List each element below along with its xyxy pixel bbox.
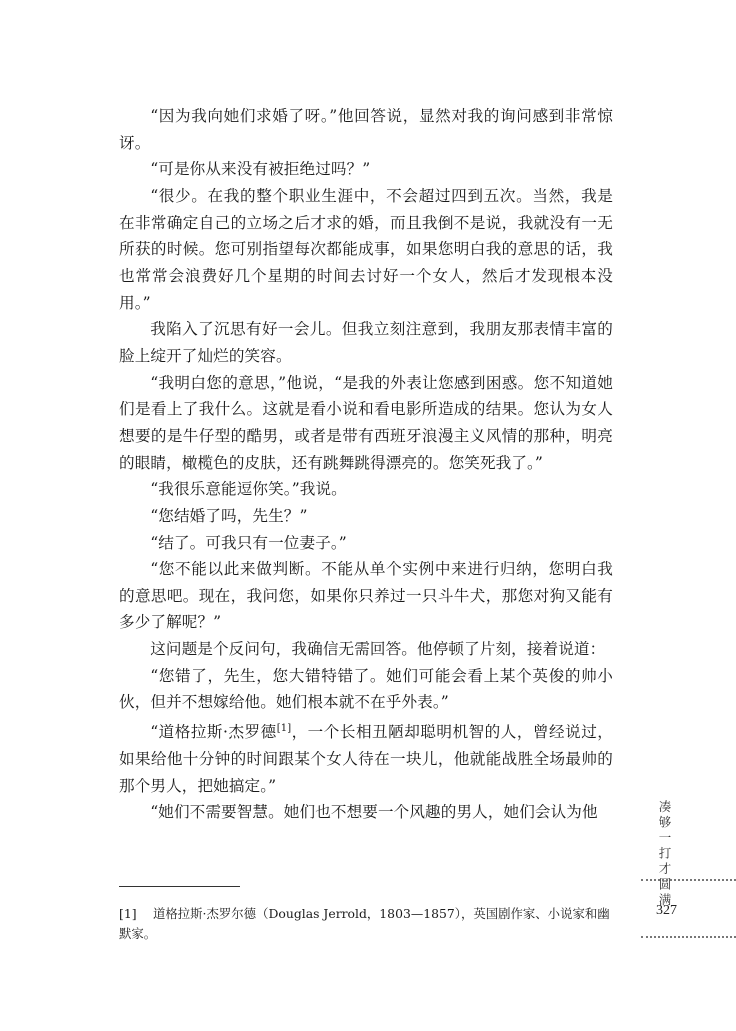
paragraph-with-note <box>119 716 613 799</box>
paragraph: 我陷入了沉思有好一会儿。但我立刻注意到，我朋友那表情丰富的脸上绽开了灿烂的笑容。 <box>119 320 613 365</box>
paragraph: “您结婚了吗，先生？” <box>150 506 308 525</box>
paragraph: “结了。可我只有一位妻子。” <box>150 533 347 552</box>
footnote-marker: [1] <box>119 906 137 921</box>
paragraph: “您错了，先生，您大错特错了。她们可能会看上某个英俊的帅小伙，但并不想嫁给他。她们根本就不在乎外表。” <box>119 666 613 712</box>
paragraph-text: “道格拉斯·杰罗德 <box>150 723 277 742</box>
divider <box>641 879 736 881</box>
page-number: 327 <box>656 903 677 918</box>
paragraph: “可是你从来没有被拒绝过吗？” <box>150 160 371 179</box>
paragraph: 这问题是个反问句，我确信无需回答。他停顿了片刻，接着说道： <box>150 640 606 659</box>
paragraph: “因为我向她们求婚了呀。”他回答说，显然对我的询问感到非常惊讶。 <box>119 107 613 152</box>
divider <box>641 936 736 938</box>
running-title: 凑够一打才圆满 <box>657 800 672 909</box>
paragraph-text: ，一个长相丑陋却聪明机智的人，曾经说过，如果给他十分钟的时间跟某个女人待在一块儿，他就能战胜全场最帅的那个男人，把她搞定。” <box>119 723 613 795</box>
footnote-divider <box>119 886 240 887</box>
paragraph: “很少。在我的整个职业生涯中，不会超过四到五次。当然，我是在非常确定自己的立场之后才求的婚，而且我倒不是说，我就没有一无所获的时候。您可别指望每次都能成事，如果您明白我的意思的话，我也常常会浪费好几个星期的时间去讨好一个女人，然后才发现根本没用。” <box>119 186 613 312</box>
paragraph: “我明白您的意思，”他说，“是我的外表让您感到困惑。您不知道她们是看上了我什么。这就是看小说和看电影所造成的结果。您认为女人想要的是牛仔型的酷男，或者是带有西班牙浪漫主义风情的那种，明亮的眼睛，橄榄色的皮肤，还有跳舞跳得漂亮的。您笑死我了。” <box>119 373 613 472</box>
body-text <box>119 103 613 826</box>
footnote-reference[interactable]: [1] <box>276 723 292 735</box>
footnote-text: 道格拉斯·杰罗尔德（Douglas Jerrold，1803—1857），英国剧作家、小说家和幽默家。 <box>119 906 610 941</box>
paragraph: “她们不需要智慧。她们也不想要一个风趣的男人，她们会认为他 <box>150 803 598 822</box>
footnote <box>119 904 613 944</box>
paragraph: “您不能以此来做判断。不能从单个实例中来进行归纳，您明白我的意思吧。现在，我问您，如果你只养过一只斗牛犬，那您对狗又能有多少了解呢？” <box>119 560 613 632</box>
paragraph: “我很乐意能逗你笑。”我说。 <box>150 480 347 499</box>
